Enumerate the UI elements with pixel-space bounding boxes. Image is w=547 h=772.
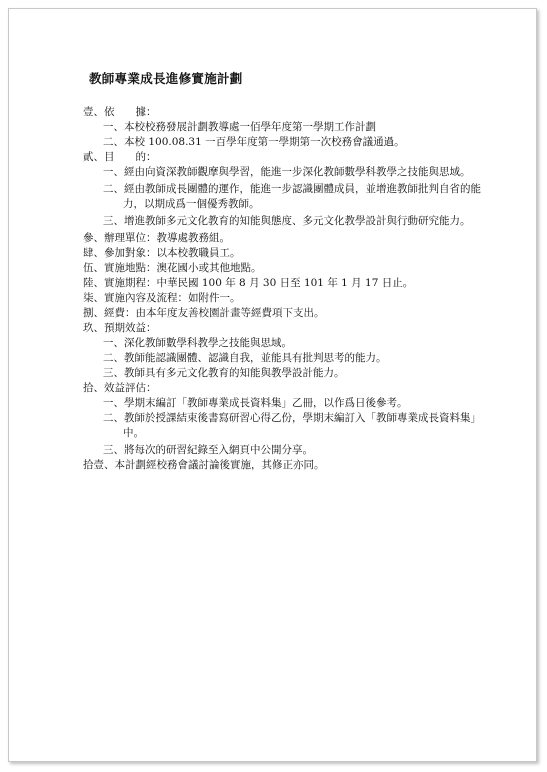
- evaluation-item-2: 二、教師於授課結束後書寫研習心得乙份，學期末編訂入「教師專業成長資料集」中。: [103, 412, 481, 439]
- section-content-flow: 柒、實施內容及流程：如附件一。: [83, 292, 241, 304]
- benefit-item-2: 二、教師能認識團體、認識自我，並能具有批判思考的能力。: [103, 352, 387, 364]
- benefit-item-1: 一、深化教師數學科教學之技能與思域。: [103, 337, 292, 349]
- purpose-item-2: 二、經由教師成長團體的運作，能進一步認識團體成員，並增進教師批判自省的能力，以期成爲一個優秀教師。: [103, 183, 481, 210]
- basis-item-2: 二、本校 100.08.31 一百學年度第一學期第一次校務會議通過。: [103, 136, 405, 148]
- section-purpose-heading: 貳、目 的：: [83, 151, 157, 163]
- section-participants: 肆、參加對象：以本校教職員工。: [83, 247, 241, 259]
- section-evaluation-heading: 拾、效益評估：: [83, 382, 157, 394]
- evaluation-item-1: 一、學期末編訂「教師專業成長資料集」乙冊，以作爲日後參考。: [103, 397, 408, 409]
- document-page: [8, 8, 537, 762]
- benefit-item-3: 三、教師具有多元文化教育的知能與教學設計能力。: [103, 367, 345, 379]
- section-schedule: 陸、實施期程：中華民國 100 年 8 月 30 日至 101 年 1 月 17 日止。: [83, 277, 414, 289]
- section-closing: 拾壹、本計劃經校務會議討論後實施，其修正亦同。: [83, 459, 325, 471]
- evaluation-item-3: 三、將每次的研習紀錄至入網頁中公開分享。: [103, 444, 313, 456]
- document-body: [83, 105, 483, 473]
- section-basis-heading: 壹、依 據：: [83, 106, 157, 118]
- section-location: 伍、實施地點：澳花國小或其他地點。: [83, 262, 262, 274]
- section-expected-benefits-heading: 玖、預期效益：: [83, 322, 157, 334]
- section-organizer: 參、辦理單位：教導處教務組。: [83, 232, 230, 244]
- section-funding: 捌、經費：由本年度友善校園計畫等經費項下支出。: [83, 307, 325, 319]
- purpose-item-1: 一、經由向資深教師觀摩與學習，能進一步深化教師數學科教學之技能與思域。: [103, 166, 471, 178]
- purpose-item-3: 三、增進教師多元文化教育的知能與態度、多元文化教學設計與行動研究能力。: [103, 215, 471, 227]
- basis-item-1: 一、本校校務發展計劃教導處一佰學年度第一學期工作計劃: [103, 121, 376, 133]
- document-title: 教師專業成長進修實施計劃: [89, 71, 243, 86]
